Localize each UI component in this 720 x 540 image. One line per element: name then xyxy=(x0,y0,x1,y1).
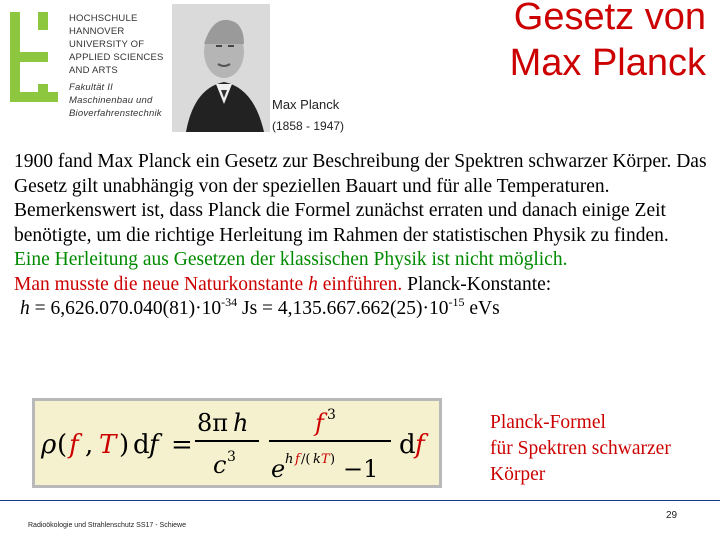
portrait-caption-name: Max Planck xyxy=(272,97,340,112)
footer-divider xyxy=(0,500,720,501)
paragraph-classical xyxy=(14,248,714,273)
logo-line: AND ARTS xyxy=(69,65,118,76)
svg-text:ρ: ρ xyxy=(41,430,57,460)
page-number: 29 xyxy=(666,510,678,521)
svg-text:c: c xyxy=(213,451,227,479)
svg-text:d: d xyxy=(133,430,150,460)
constant-exp-2: -15 xyxy=(448,295,465,309)
planck-constant-label: Planck-Konstante: xyxy=(402,273,552,295)
faculty-line: Bioverfahrenstechnik xyxy=(69,108,162,119)
svg-text:f: f xyxy=(69,430,79,460)
red-h-symbol: h xyxy=(308,273,318,295)
svg-text:h: h xyxy=(233,409,249,437)
svg-text:e: e xyxy=(271,455,286,483)
svg-text:h: h xyxy=(285,452,294,467)
red-sentence-b: einführen. xyxy=(317,273,403,295)
green-sentence: Eine Herleitung aus Gesetzen der klassischen Physik ist nicht möglich. xyxy=(14,249,568,270)
red-sentence-a: Man musste die neue Naturkonstante xyxy=(14,273,309,295)
constant-part-3: eVs xyxy=(464,298,500,319)
constant-part-2: Js = 4,135.667.662(25)·10 xyxy=(237,298,449,319)
svg-text:=: = xyxy=(171,430,193,460)
logo-line: HANNOVER xyxy=(69,26,125,37)
formula-caption xyxy=(490,410,715,488)
svg-text:d: d xyxy=(399,430,416,460)
formula-caption-line: für Spektren schwarzer xyxy=(490,438,671,459)
svg-text:3: 3 xyxy=(327,407,336,423)
paragraph-constant-intro xyxy=(14,273,714,298)
max-planck-portrait xyxy=(172,4,270,132)
body-text xyxy=(14,150,714,322)
slide-title xyxy=(510,0,706,86)
h-symbol: h xyxy=(20,298,30,319)
formula-caption-line: Planck-Formel xyxy=(490,412,606,433)
svg-text:T: T xyxy=(321,452,330,467)
svg-text:−1: −1 xyxy=(343,455,379,483)
logo-line: UNIVERSITY OF xyxy=(69,39,145,50)
logo-line: HOCHSCHULE xyxy=(69,13,138,24)
svg-text:3: 3 xyxy=(227,449,236,465)
svg-text:f: f xyxy=(415,430,425,460)
portrait-caption-dates: (1858 - 1947) xyxy=(272,119,345,133)
svg-text:f: f xyxy=(315,409,324,437)
faculty-name xyxy=(69,81,164,120)
svg-text:,: , xyxy=(85,430,94,460)
faculty-line: Maschinenbau und xyxy=(69,95,153,106)
hochschule-logo-text xyxy=(69,12,164,120)
svg-text:f: f xyxy=(149,430,159,460)
faculty-line: Fakultät II xyxy=(69,82,113,93)
svg-text:f: f xyxy=(295,452,300,467)
logo-line: APPLIED SCIENCES xyxy=(69,52,164,63)
formula-caption-line: Körper xyxy=(490,464,546,485)
title-line-2: Max Planck xyxy=(509,42,706,84)
planck-constant-value xyxy=(14,297,714,322)
svg-text:/(: /( xyxy=(301,452,311,467)
constant-exp-1: -34 xyxy=(221,295,238,309)
hochschule-logo-h xyxy=(8,12,58,102)
svg-text:(: ( xyxy=(57,430,68,460)
planck-formula-box xyxy=(32,398,442,488)
svg-text:): ) xyxy=(119,430,130,460)
footer-text: Radioökologie und Strahlenschutz SS17 - Schiewe xyxy=(28,522,186,529)
svg-text:): ) xyxy=(330,452,336,467)
svg-text:8π: 8π xyxy=(197,409,229,437)
planck-formula xyxy=(35,401,439,485)
svg-text:k: k xyxy=(313,452,321,467)
paragraph-history: 1900 fand Max Planck ein Gesetz zur Beschreibung der Spektren schwarzer Körper. Das Gesetz gilt unabhängig von der speziellen Bauart und für alle Temperaturen. Bemerkenswert ist, dass Planck die Formel zunächst erraten und danach einige Zeit benötigte, um die richtige Herleitung im Rahmen der statistischen Physik zu finden. xyxy=(14,151,707,246)
svg-text:T: T xyxy=(99,430,117,460)
constant-part-1: = 6,626.070.040(81)·10 xyxy=(29,298,222,319)
title-line-1: Gesetz von xyxy=(513,0,706,38)
